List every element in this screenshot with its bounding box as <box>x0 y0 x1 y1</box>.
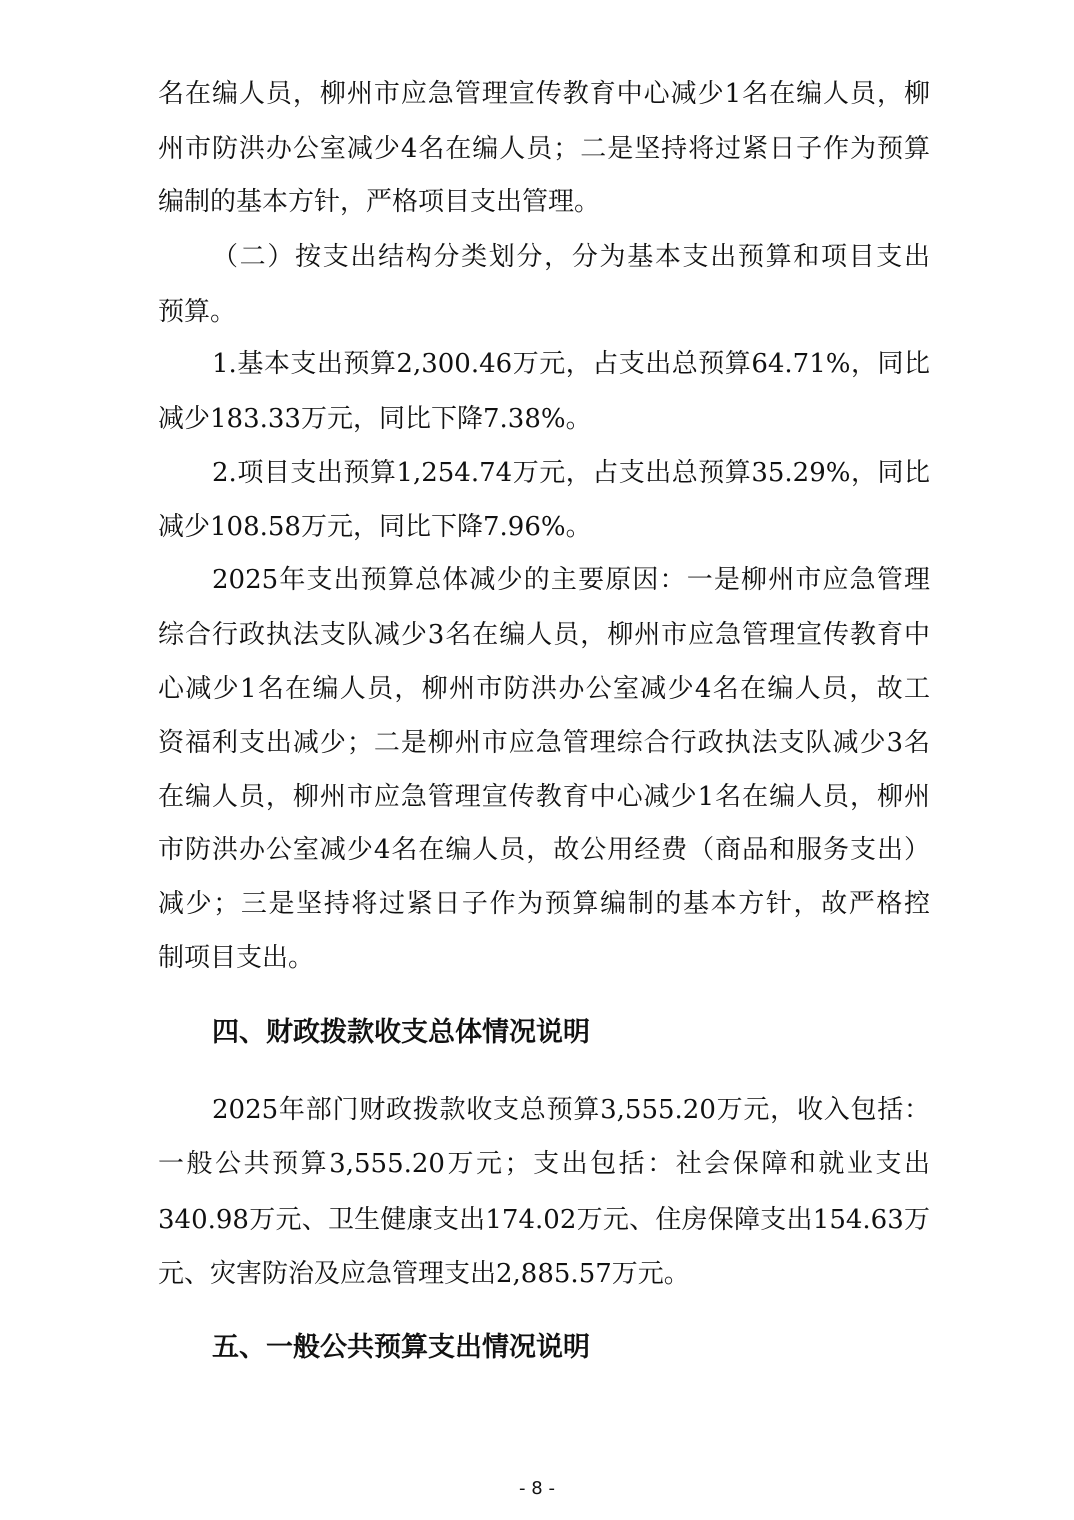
text-line: 1.基本支出预算2,300.46万元，占支出总预算64.71%，同比 <box>212 349 930 379</box>
section-heading: 五、一般公共预算支出情况说明 <box>212 1332 590 1363</box>
page-number: - 8 - <box>519 1478 555 1499</box>
text-line: 2.项目支出预算1,254.74万元，占支出总预算35.29%，同比 <box>212 458 930 488</box>
text-line: 心减少1名在编人员，柳州市防洪办公室减少4名在编人员，故工 <box>158 674 930 704</box>
text-line: 2025年支出预算总体减少的主要原因：一是柳州市应急管理 <box>212 565 930 595</box>
text-line: 州市防洪办公室减少4名在编人员；二是坚持将过紧日子作为预算 <box>158 134 930 164</box>
text-line: 预算。 <box>158 297 237 327</box>
text-line: 编制的基本方针，严格项目支出管理。 <box>158 187 601 217</box>
text-line: 元、灾害防治及应急管理支出2,885.57万元。 <box>158 1259 690 1289</box>
section-heading: 四、财政拨款收支总体情况说明 <box>212 1017 590 1048</box>
text-line: 减少183.33万元，同比下降7.38%。 <box>158 404 592 434</box>
text-line: 一般公共预算3,555.20万元；支出包括：社会保障和就业支出 <box>158 1149 930 1179</box>
text-line: 减少；三是坚持将过紧日子作为预算编制的基本方针，故严格控 <box>158 889 930 919</box>
text-line: 340.98万元、卫生健康支出174.02万元、住房保障支出154.63万 <box>158 1205 930 1235</box>
text-line: 2025年部门财政拨款收支总预算3,555.20万元，收入包括： <box>212 1095 930 1125</box>
text-line: 资福利支出减少；二是柳州市应急管理综合行政执法支队减少3名 <box>158 728 930 758</box>
text-line: 名在编人员，柳州市应急管理宣传教育中心减少1名在编人员，柳 <box>158 79 930 109</box>
text-line: 在编人员，柳州市应急管理宣传教育中心减少1名在编人员，柳州 <box>158 782 930 812</box>
text-line: 制项目支出。 <box>158 943 315 973</box>
text-line: 综合行政执法支队减少3名在编人员，柳州市应急管理宣传教育中 <box>158 620 930 650</box>
text-line: （二）按支出结构分类划分，分为基本支出预算和项目支出 <box>212 242 930 272</box>
text-line: 减少108.58万元，同比下降7.96%。 <box>158 512 592 542</box>
text-line: 市防洪办公室减少4名在编人员，故公用经费（商品和服务支出） <box>158 835 930 865</box>
